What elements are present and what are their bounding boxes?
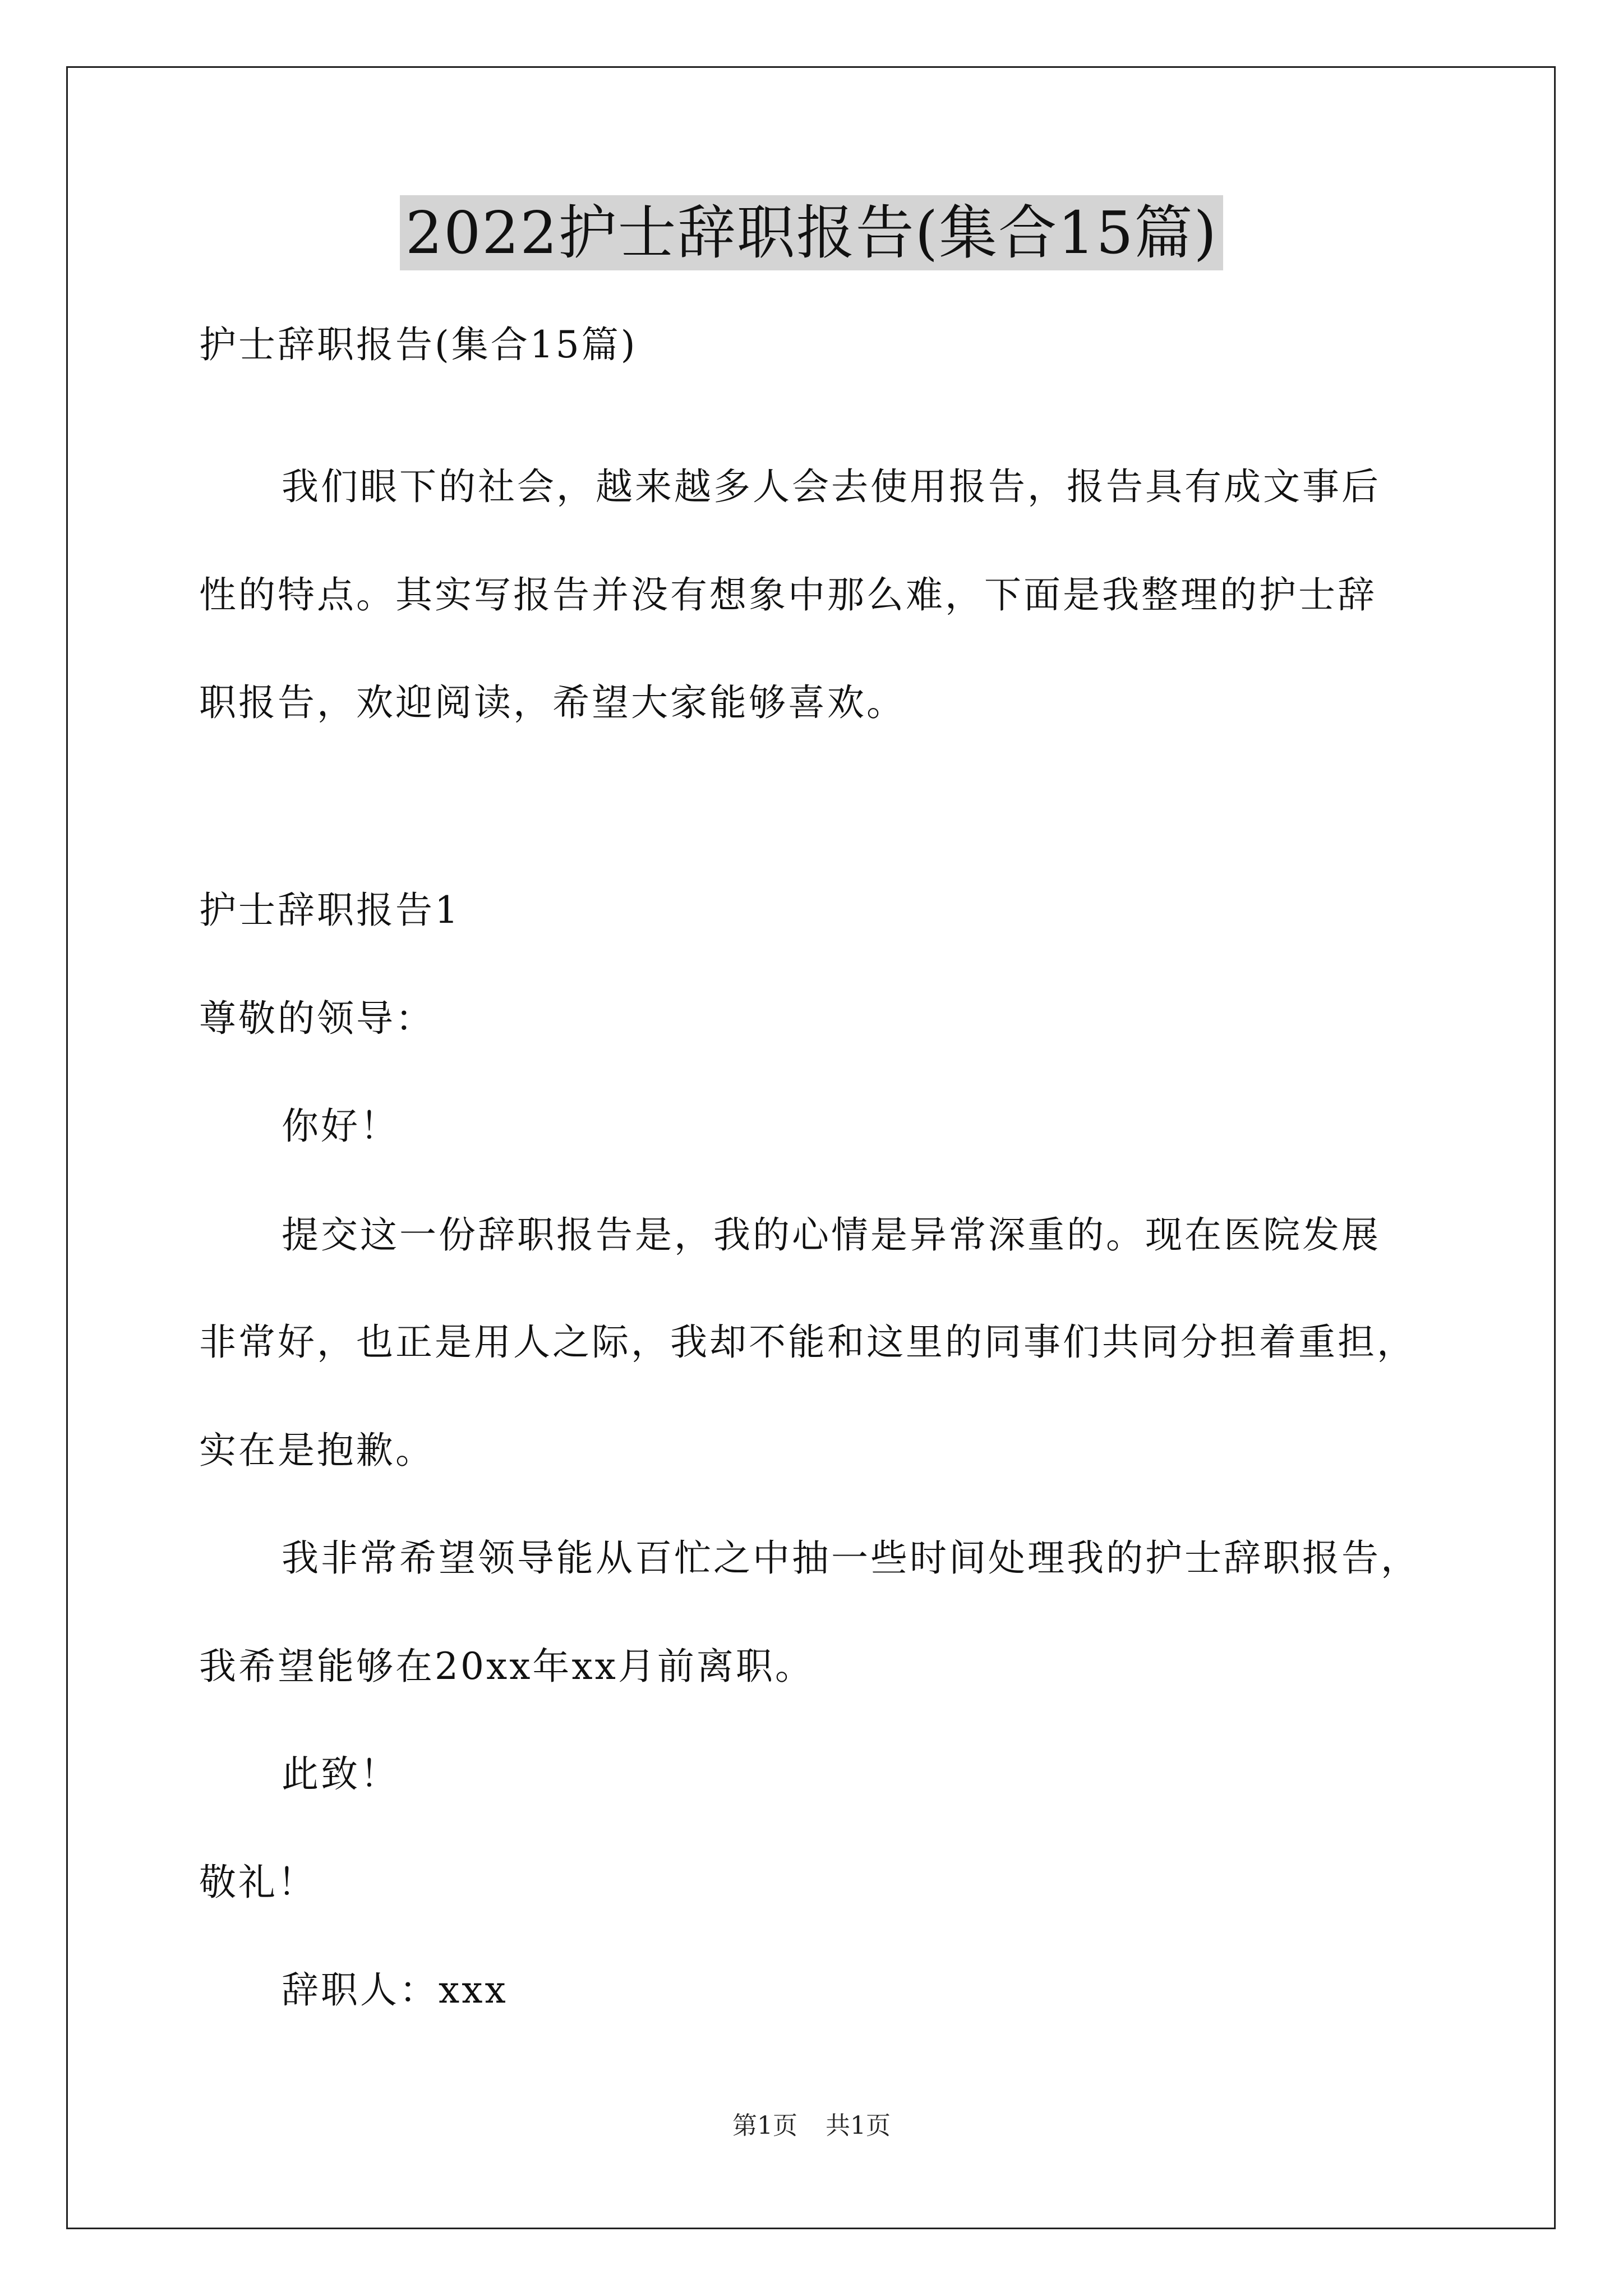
section-heading: 护士辞职报告1: [199, 889, 460, 932]
paragraph-1-line-2: 非常好，也正是用人之际，我却不能和这里的同事们共同分担着重担，: [199, 1320, 1416, 1364]
paragraph-2-line-1: 我非常希望领导能从百忙之中抽一些时间处理我的护士辞职报告，: [282, 1536, 1420, 1580]
signature: 辞职人：xxx: [282, 1968, 508, 2012]
document-subtitle: 护士辞职报告(集合15篇): [199, 323, 638, 366]
intro-line-2: 性的特点。其实写报告并没有想象中那么难，下面是我整理的护士辞: [199, 573, 1377, 616]
document-title: [0, 191, 1623, 275]
paragraph-1-line-3: 实在是抱歉。: [199, 1429, 435, 1472]
page-number-current: 第1页: [732, 2111, 797, 2140]
paragraph-2-line-2: 我希望能够在20xx年xx月前离职。: [199, 1645, 814, 1688]
salutation: 尊敬的领导：: [199, 997, 435, 1040]
page-footer: [0, 2109, 1623, 2143]
intro-line-1: 我们眼下的社会，越来越多人会去使用报告，报告具有成文事后: [282, 465, 1381, 508]
document-title-text: 2022护士辞职报告(集合15篇): [400, 195, 1223, 270]
greeting: 你好！: [282, 1105, 399, 1148]
closing-line-1: 此致！: [282, 1752, 399, 1796]
intro-line-3: 职报告，欢迎阅读，希望大家能够喜欢。: [199, 681, 906, 724]
page-number-total: 共1页: [826, 2111, 891, 2140]
paragraph-1-line-1: 提交这一份辞职报告是，我的心情是异常深重的。现在医院发展: [282, 1213, 1381, 1257]
closing-line-2: 敬礼！: [199, 1861, 317, 1904]
